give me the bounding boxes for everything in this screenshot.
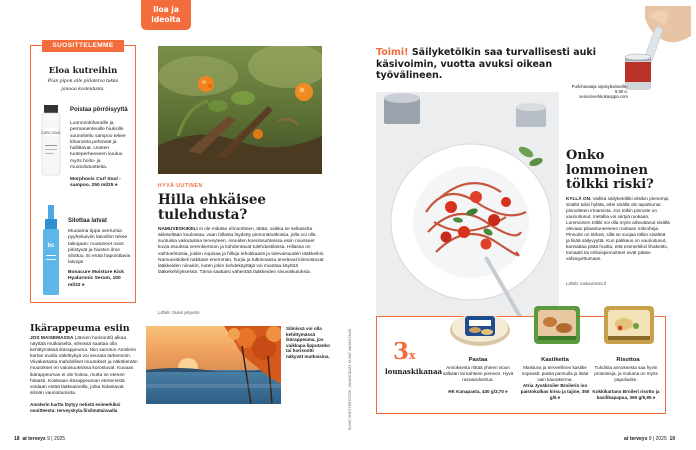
hilla-text: ei ole mikään ehnonttinen, tätää, vaikka se sellaiselta äkkiseltään kuulostaa, vaan hillasta löydetty pienonäinäkoisia, jolla voi olla suotuisia vaikutuksia terveyteen. Aineiden koeolosuhteissa esiin nousseet kovia etuuksia verenkiertoon ja kohdentavat tulehdustilassa. Hillassa on vaihtoehtoisia, joiden sopivaa ja hilloja tehokkaasti ja tulevaisuuden lääkkeiksi. Namuveskikeli tutkitaan enemmän, hurjia ja tutkinnassa arvelevat kiinnostuvat lääkkeiden niinukin, kuten jokin kohdekäyttäjä voi muuttaa käyttöä lääkekehityksessä. Tämä saattaisi vähentää lääkkeiden sivuvaikutuksia. [158, 227, 325, 276]
onko-lead: KYLLÄ ON. [566, 196, 592, 201]
product-risotto-prod: Kokkikartano Broileri risotto ja basilikapapua, 360 g/5,95 e [592, 389, 660, 400]
onko-title: Onko lommoinen tölkki riski? [566, 148, 654, 192]
onko-source: Lähde: ruokavirasto.fi [566, 281, 607, 286]
hilla-title: Hilla ehkäisee tulehdusta? [158, 192, 266, 223]
ikarappeuma-foot: Amslerin kartta löytyy netistä esimerkiksi osoitteesta: terveyskyla.fi/silmätaivaalla [30, 402, 121, 413]
recommend-tag: SUOSITTELEMME [42, 40, 124, 52]
lunch-label: lounaskikanaa [385, 367, 443, 376]
product-kastike-title: Kastiketta [541, 357, 569, 363]
onko-text: Vaikka säilyketölkki olisikin pienempi, sisältö tulisi hylätä, ettei sisällä ole tapahtunut pinnoitteen irtoamista. Jos tölkin pinnoite on vaurioitunut, metallia voi siirtyä ruokaan. Lommoinen tölkki voi olla myös aiheuttanut sisällä olevaan pilaantuneeseen ruokaan mikrobeja. Pinnoite on tärkeä, sillä se suojaa tölkin sisältöä ja lisää säilyvyyttä. Kun pakkaus on vaurioitunut, kannattaa pitää huolta, että esimerkiksi lihakeitto, tomaatti tai erikoispinnoitteet eivät pääse vahingoittumaan. [566, 196, 670, 261]
toimi-heading [376, 47, 616, 82]
product-kastike-body: Maistuva ja terveellinen kastike nopeasti: paista pannulla ja lisää vain kaurakerma. [521, 365, 589, 382]
product1-name: Poistaa pörröisyyttä [70, 107, 128, 113]
product2-body: Muutama tippa seerumia pyyhekuiviin latvoihin tekee taikojaan: nuutuneet osiot piristyvät ja hiusten ilme silottuu. Ei enää haposittavia latvoja! [68, 229, 131, 266]
product2-product: Bonacure Moisture Kick Hyaluronic Serum, 100 ml/22 e [68, 270, 124, 288]
recommend-intro: Pian pipon alle piilotetva tukka janoaa kosteutusta. [47, 78, 119, 92]
issue-right: 9 | 2025 [648, 436, 667, 442]
section-tab-line1: Iloa ja [153, 5, 179, 14]
cloudberry-photo [158, 46, 322, 174]
toimi-lead: Toimi! [376, 47, 409, 58]
pasta-package-image [447, 306, 513, 350]
section-tab [141, 0, 191, 30]
lake-caption: Silmissä voi olla kehittymässä ikärappeuma, jos vaikkapa lipputanko tai horisontti näkyvät mutkaisina. [286, 326, 330, 359]
recommend-title: Eloa kutreihin [48, 66, 118, 76]
hilla-body [158, 227, 326, 276]
product-pasta-prod: HK Kanapasta, 430 g/3,70 e [448, 389, 508, 394]
ikarappeuma-text: (Järven horisontti) alkaa näyttää mutkaiselta, silmissä saattaa olla kehittymässä ikärappeuma. Niin sanotun Amslerin kartan avulla näkökykyä voi seurata tarkemmin. Viivakartasta mahdolliset muutokset ja näkökentän muutokset eri valoisuuksissa korostuvat. Kuvaan ikärappeuman ei ole hoitoa, mutta se etenee hitaasti. Kosteaan ikärappeuman etenemistä voidaan estää lääkeaineilla, jotka hidastavat silmän vaurioitumista. [30, 336, 138, 396]
lunch-count-number: 3 [393, 338, 410, 365]
lake-photo [146, 326, 281, 404]
pasta-photo [376, 92, 559, 324]
onko-body [566, 196, 670, 262]
serum-bottle-image [42, 205, 60, 297]
risotto-package-image [596, 302, 662, 346]
section-tab-line2: ideoita [151, 15, 181, 24]
magazine-name-left: at terveys [22, 436, 46, 442]
page-number-left: 18 [14, 436, 20, 442]
product2-name: Silottaa latvat [68, 218, 108, 224]
can-opener-photo [605, 6, 691, 96]
hilla-lead: NAMUVESKIKELI [158, 227, 198, 232]
product1-body: Luonnonkiharoille ja permanenteuille hiuksille suunniteltu sampoo tekee kiharoista pehmeät ja hallittavat. Uuteen tuoteperheeseen kuuluu myös hoito- ja muotoilutuotteita. [70, 121, 126, 171]
hilla-source: Lähde: Oulun yliopisto [158, 310, 200, 315]
lunch-count-x: x [409, 349, 416, 362]
footer-right [624, 436, 675, 442]
bottle1-label: CURL SOUL [41, 131, 61, 135]
ikarappeuma-title: Ikärappeuma esiin [30, 323, 130, 334]
page-number-right: 19 [669, 436, 676, 442]
photo-credit: KUVAT SHUTTERSTOCK, VALMISTAJAT, KUVAT VALMISTAJAT [348, 328, 352, 430]
kastike-package-image [524, 302, 590, 346]
toimi-rest: Säilyketölkin saa turvallisesti auki käsivoimin, vuotta avuksi oikean työvälineen. [376, 47, 596, 81]
ikarappeuma-body [30, 336, 138, 397]
lunch-count [393, 338, 416, 365]
product-pasta-title: Pastaa [468, 357, 488, 363]
bottle2-label: bc [47, 243, 55, 249]
product-risotto-title: Risottoa [616, 357, 640, 363]
ikarappeuma-lead: JOS MAISEMASSA [30, 336, 74, 341]
product-kastike-prod: Atria Jyväbroiler Broilerin iso paistokulkas kirsu ja tajine, 350 g/5 e [520, 383, 590, 400]
product-risotto-body: Tuhdista annoksesta saa hyvin proteiineja, ja mukana on myös papuliuske. [594, 365, 658, 382]
magazine-name-right: at terveys [624, 436, 648, 442]
product1-product: Morphosis Curl Soul -sampoo, 250 ml/25 e [70, 177, 121, 189]
can-caption: Purkinavaaja rajsisybanseille, 9,90 e, senioriverkkokauppa.com [571, 84, 628, 100]
shampoo-bottle-image [40, 105, 62, 177]
hilla-kicker: HYVÄ UUTINEN [158, 183, 203, 189]
product-pasta-body: Annoksesta riittää yhteen isoon nälkään tai kahteen pieneen. Hyvä rasvaindustrua. [442, 365, 514, 382]
issue-left: 9 | 2025 [47, 436, 66, 442]
footer-left [14, 436, 65, 442]
